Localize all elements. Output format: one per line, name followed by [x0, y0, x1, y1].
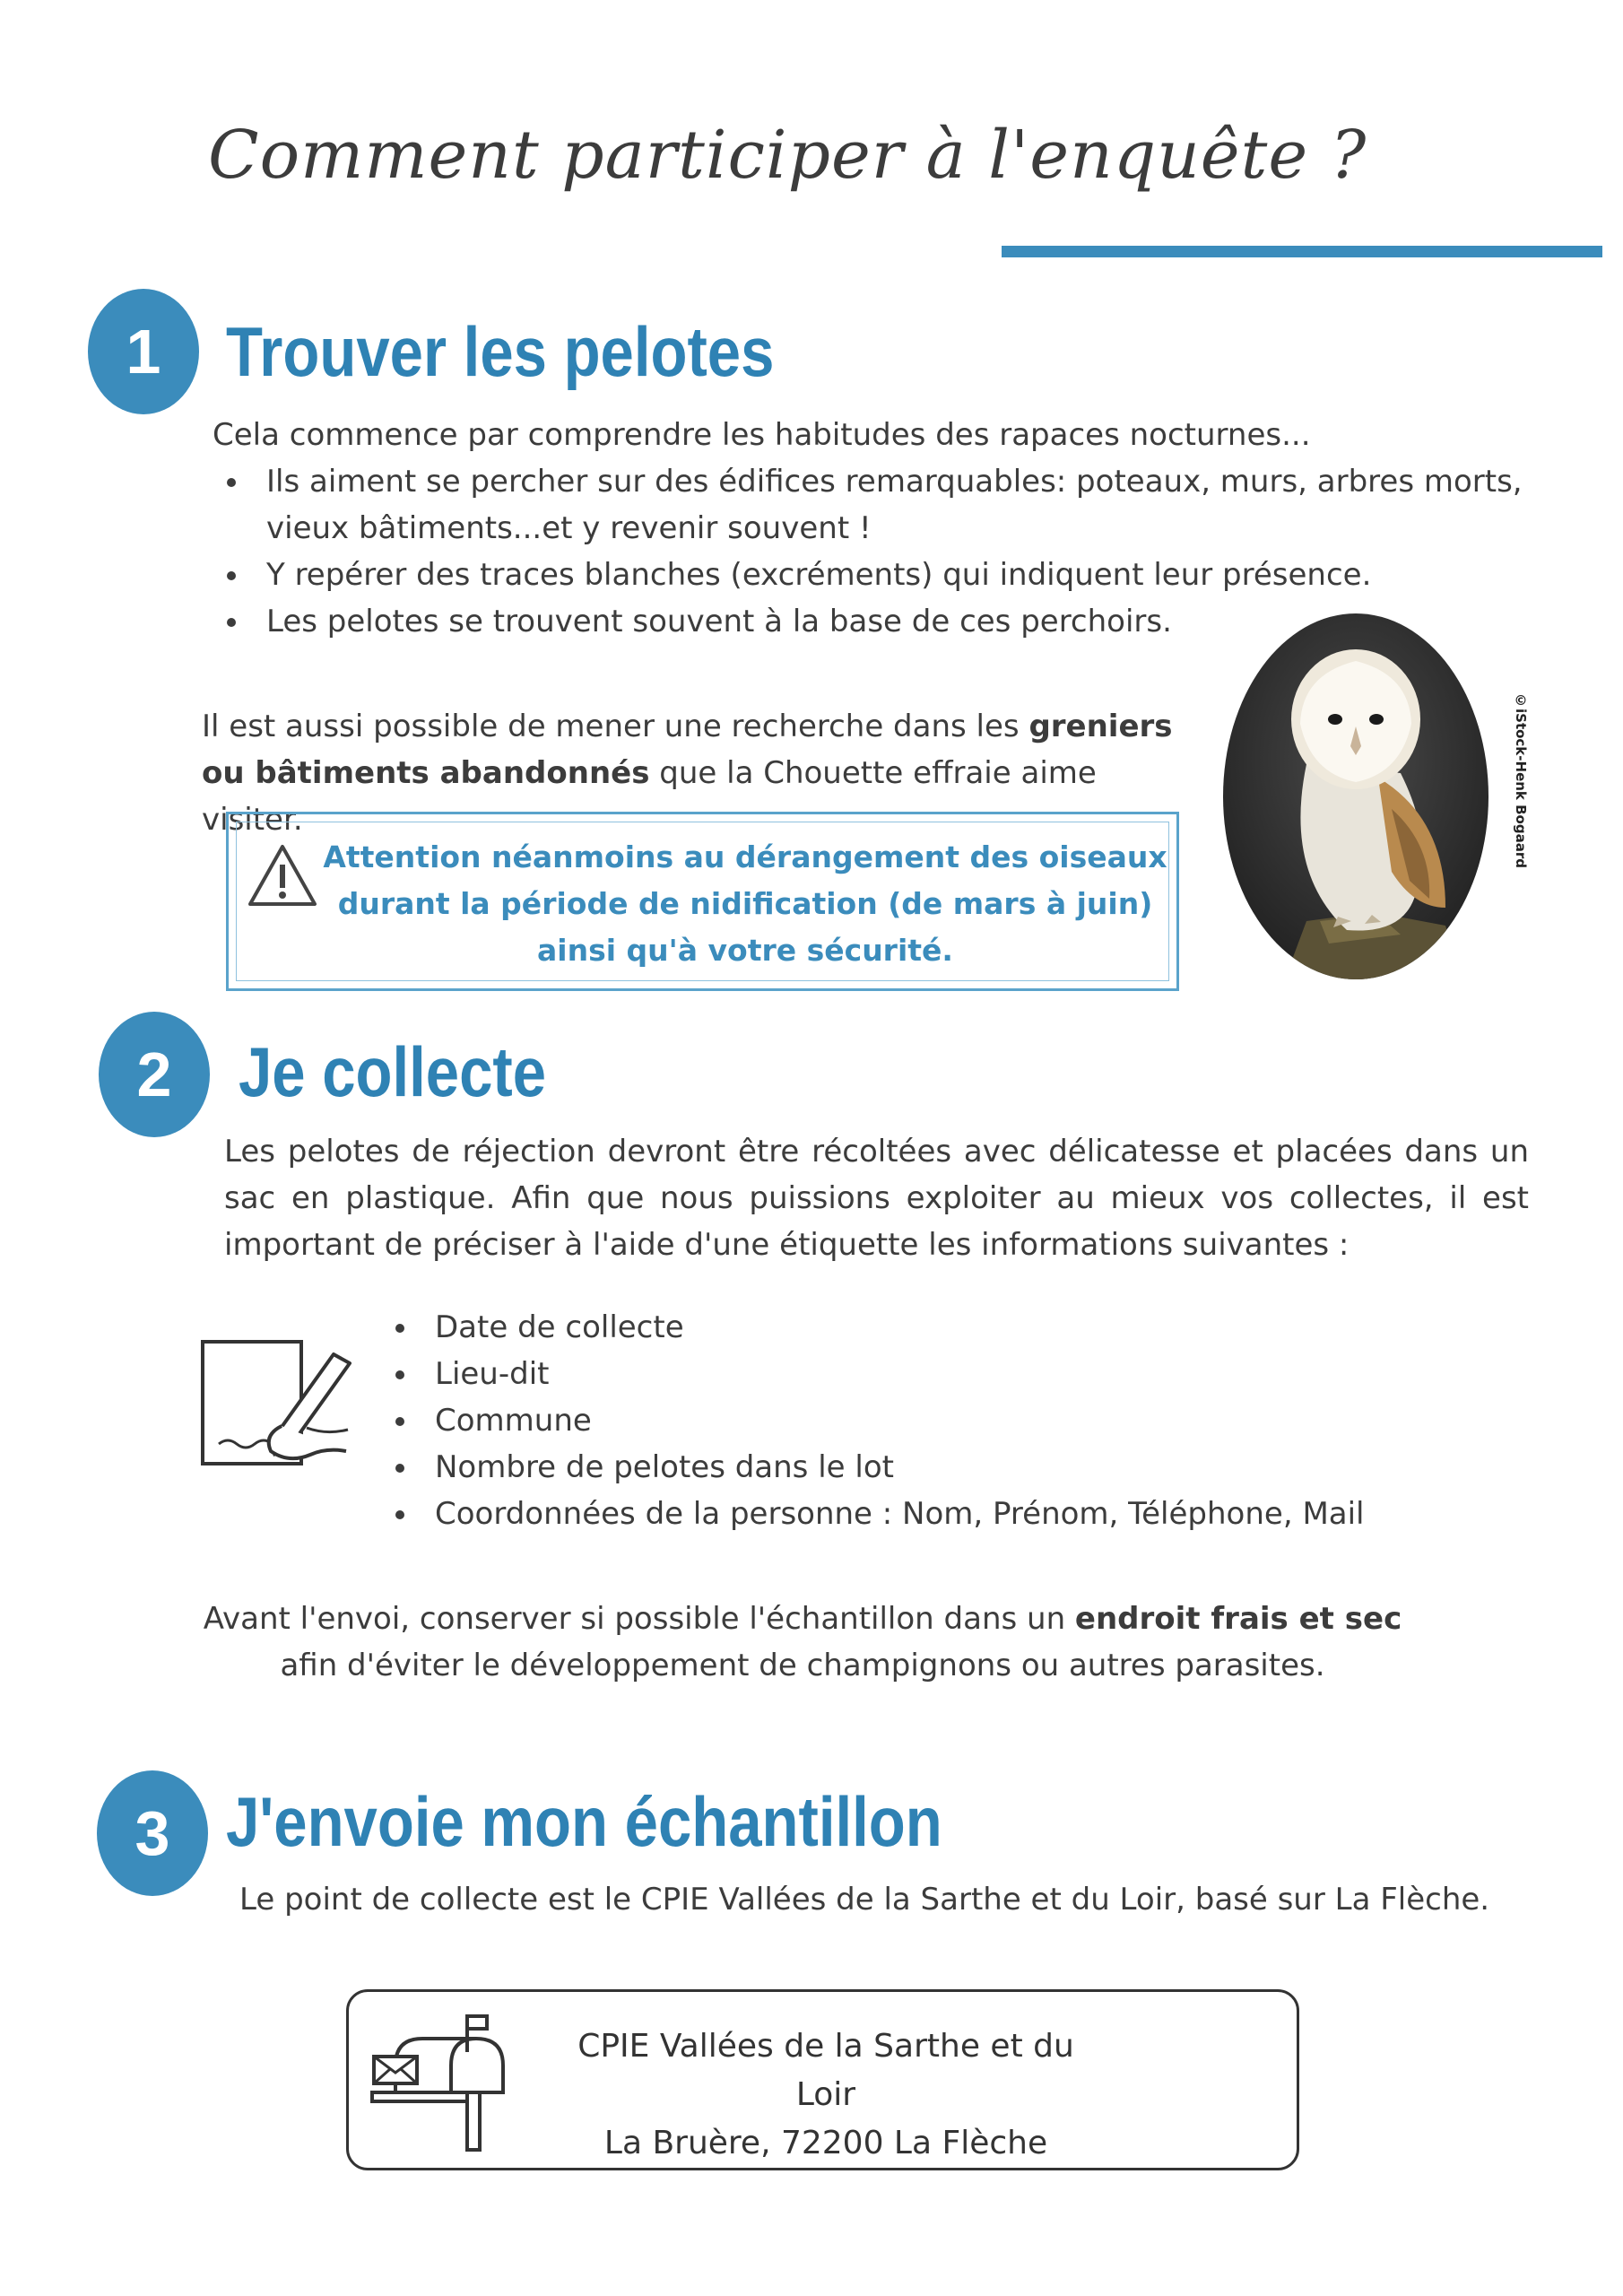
section-3-intro: Le point de collecte est le CPIE Vallées de la Sarthe et du Loir, basé sur La Flèche. — [239, 1882, 1490, 1918]
list-item: Les pelotes se trouvent souvent à la base de ces perchoirs. — [213, 598, 1531, 645]
section-title-1: Trouver les pelotes — [226, 312, 775, 391]
section-2-bullet-list — [381, 1304, 1547, 1537]
hand-writing-icon — [199, 1336, 360, 1471]
step-number-1: 1 — [88, 289, 199, 414]
address-text — [557, 2022, 1095, 2168]
paragraph-text: que la Chouette effraie aime visiter. — [202, 755, 1097, 838]
section-1-intro: Cela commence par comprendre les habitudes des rapaces nocturnes... — [213, 417, 1311, 453]
list-item: Ils aiment se percher sur des édifices remarquables: poteaux, murs, arbres morts, vieux bâtiments...et y revenir souvent ! — [213, 458, 1531, 552]
section-2-intro: Les pelotes de réjection devront être récoltées avec délicatesse et placées dans un sac en plastique. Afin que nous puissions exploiter au mieux vos collectes, il est important de préciser à l'aide d'une étiquette les informations suivantes : — [224, 1134, 1529, 1263]
address-line-1: CPIE Vallées de la Sarthe et du Loir — [577, 2028, 1074, 2113]
warning-box — [226, 812, 1179, 991]
title-underline — [1002, 246, 1602, 257]
list-item: Commune — [381, 1397, 1547, 1444]
list-item: Coordonnées de la personne : Nom, Prénom, Téléphone, Mail — [381, 1491, 1547, 1537]
list-item: Date de collecte — [381, 1304, 1547, 1351]
note-bold-text: endroit frais et sec — [1074, 1601, 1402, 1637]
page-title: Comment participer à l'enquête ? — [208, 117, 1367, 194]
photo-credit: ©iStock-Henk Bogaard — [1513, 692, 1529, 868]
paragraph-text: Il est aussi possible de mener une recherche dans les — [202, 709, 1029, 744]
section-title-2: Je collecte — [239, 1032, 547, 1111]
note-text: afin d'éviter le développement de champignons ou autres parasites. — [280, 1648, 1325, 1683]
note-text: Avant l'envoi, conserver si possible l'échantillon dans un — [203, 1601, 1075, 1637]
warning-text: Attention néanmoins au dérangement des oiseaux durant la période de nidification (de mars à juin) ainsi qu'à votre sécurité. — [323, 839, 1167, 968]
address-box — [346, 1989, 1299, 2170]
address-line-2: La Bruère, 72200 La Flèche — [603, 2125, 1048, 2161]
list-item: Nombre de pelotes dans le lot — [381, 1444, 1547, 1491]
section-title-3: J'envoie mon échantillon — [226, 1782, 942, 1861]
list-item: Lieu-dit — [381, 1351, 1547, 1397]
mailbox-icon — [369, 2012, 512, 2155]
paragraph-bold-text: greniers ou bâtiments abandonnés — [202, 709, 1173, 791]
warning-triangle-icon — [247, 843, 318, 908]
section-2-note — [179, 1596, 1426, 1689]
list-item: Y repérer des traces blanches (excréments) qui indiquent leur présence. — [213, 552, 1531, 598]
step-number-3: 3 — [97, 1770, 208, 1896]
step-number-2: 2 — [99, 1012, 210, 1137]
barn-owl-photo — [1221, 612, 1490, 981]
